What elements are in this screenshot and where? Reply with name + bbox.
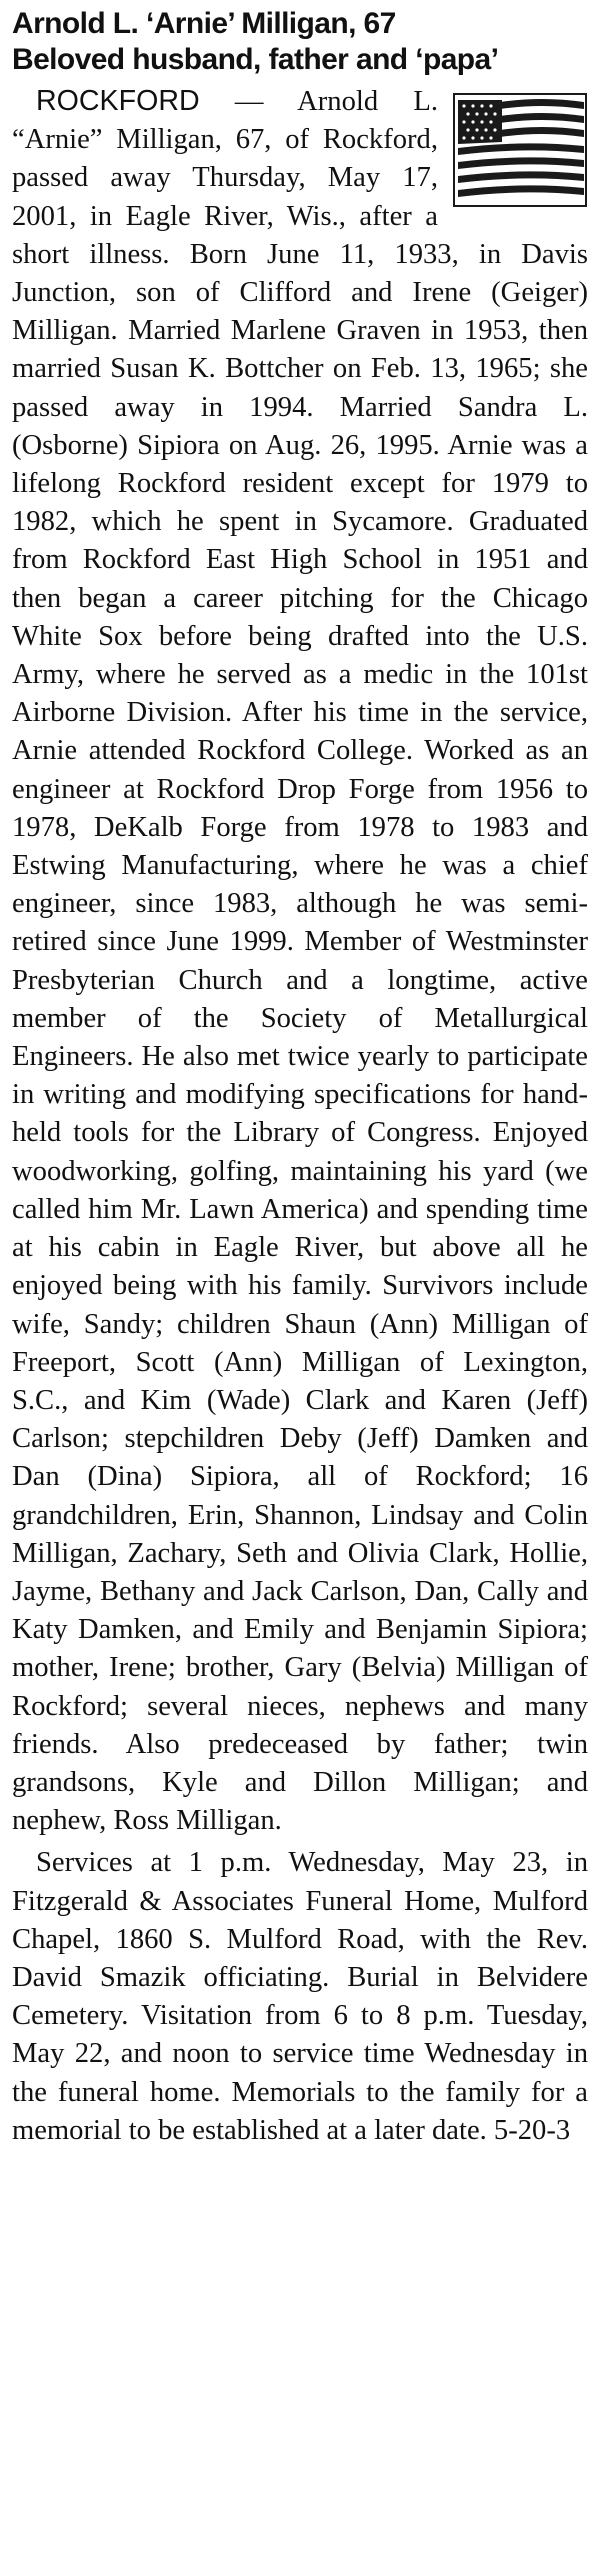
obituary-paragraph-1-text: — Arnold L. “Arnie” Milligan, 67, of Rockford, passed away Thursday, May 17, 2001, in Eagle River, Wis., after a short illness. Born June 11, 1933, in Davis Junction, son of Clifford and Irene (Geiger) Milligan. Married Marlene Graven in 1953, then married Susan K. Bottcher on Feb. 13, 1965; she passed away in 1994. Married Sandra L. (Osborne) Sipiora on Aug. 26, 1995. Arnie was a lifelong Rockford resident except for 1979 to 1982, which he spent in Sycamore. Graduated from Rockford East High School in 1951 and then began a career pitching for the Chicago White Sox before being drafted into the U.S. Army, where he served as a medic in the 101st Airborne Division. After his time in the service, Arnie attended Rockford College. Worked as an engineer at Rockford Drop Forge from 1956 to 1978, DeKalb Forge from 1978 to 1983 and Estwing Manufacturing, where he was a chief engineer, since 1983, although he was semi-retired since June 1999. Member of Westminster Presbyterian Church and a longtime, active member of the Society of Metallurgical Engineers. He also met twice yearly to participate in writing and modifying specifications for hand-held tools for the Library of Congress. Enjoyed woodworking, golfing, maintaining his yard (we called him Mr. Lawn America) and spending time at his cabin in Eagle River, but above all he enjoyed being with his family. Survivors include wife, Sandy; children Shaun (Ann) Milligan of Freeport, Scott (Ann) Milligan of Lexington, S.C., and Kim (Wade) Clark and Karen (Jeff) Carlson; stepchildren Deby (Jeff) Damken and Dan (Dina) Sipiora, all of Rockford; 16 grandchildren, Erin, Shannon, Lindsay and Colin Milligan, Zachary, Seth and Olivia Clark, Hollie, Jayme, Bethany and Jack Carlson, Dan, Cally and Katy Damken, and Emily and Benjamin Sipiora; mother, Irene; brother, Gary (Belvia) Milligan of Rockford; several nieces, nephews and many friends. Also predeceased by father; twin grandsons, Kyle and Dillon Milligan; and nephew, Ross Milligan. (12, 86, 588, 1837)
dateline: ROCKFORD (36, 85, 200, 117)
obituary-paragraph-2: Services at 1 p.m. Wednesday, May 23, in Fitzgerald & Associates Funeral Home, Mulford Chapel, 1860 S. Mulford Road, with the Rev. David Smazik officiating. Burial in Belvidere Cemetery. Visitation from 6 to 8 p.m. Tuesday, May 22, and noon to service time Wednesday in the funeral home. Memorials to the family for a memorial to be established at a later date. 5-20-3 (12, 1847, 588, 2146)
american-flag-icon (452, 92, 588, 208)
headline-subtitle: Beloved husband, father and ‘papa’ (12, 43, 499, 76)
obituary-paragraph-1 (12, 82, 588, 1840)
headline-name: Arnold L. ‘Arnie’ Milligan, 67 (12, 7, 396, 40)
obituary-body (12, 82, 588, 2150)
